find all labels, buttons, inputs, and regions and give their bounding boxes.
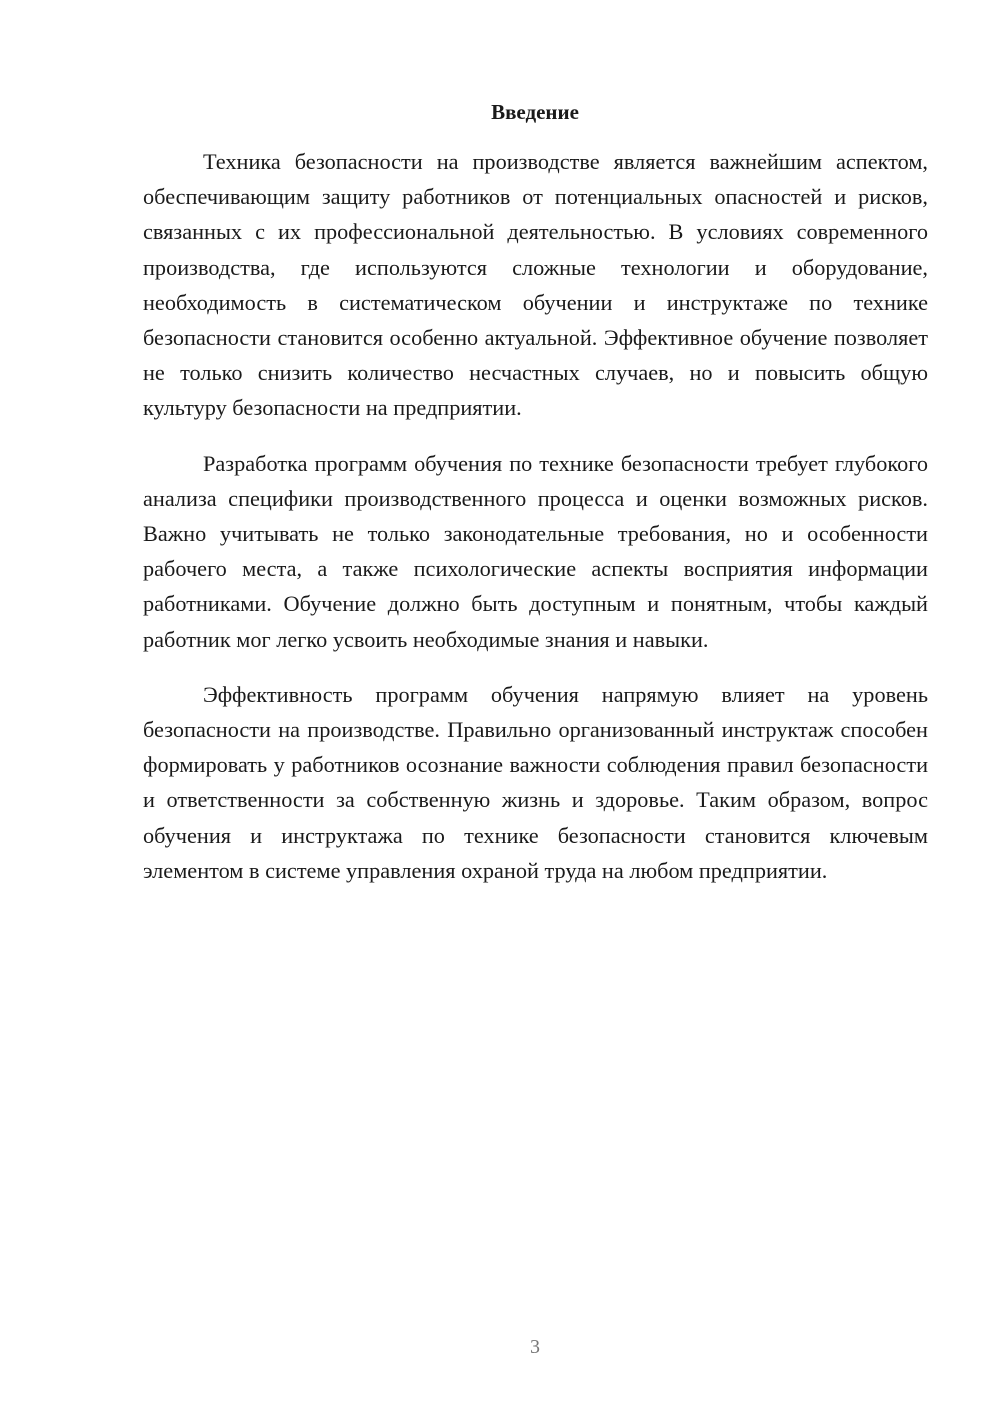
document-body xyxy=(143,144,928,908)
paragraph-3: Эффективность программ обучения напрямую влияет на уровень безопасности на производстве. Правильно организованный инструктаж способен формировать у работников осознание важности соблюдения правил безопасности и ответственности за собственную жизнь и здоровье. Таким образом, вопрос обучения и инструктажа по технике безопасности становится ключевым элементом в системе управления охраной труда на любом предприятии. xyxy=(143,681,928,883)
paragraph-1: Техника безопасности на производстве является важнейшим аспектом, обеспечивающим защиту работников от потенциальных опасностей и рисков, связанных с их профессиональной деятельностью. В условиях современного производства, где используются сложные технологии и оборудование, необходимость в систематическом обучении и инструктаже по технике безопасности становится особенно актуальной. Эффективное обучение позволяет не только снизить количество несчастных случаев, но и повысить общую культуру безопасности на предприятии. xyxy=(143,149,928,421)
paragraph-2: Разработка программ обучения по технике безопасности требует глубокого анализа специфики производственного процесса и оценки возможных рисков. Важно учитывать не только законодательные требования, но и особенности рабочего места, а также психологические аспекты восприятия информации работниками. Обучение должно быть доступным и понятным, чтобы каждый работник мог легко усвоить необходимые знания и навыки. xyxy=(143,450,928,652)
section-title: Введение xyxy=(491,100,579,124)
page-number: 3 xyxy=(530,1336,540,1358)
